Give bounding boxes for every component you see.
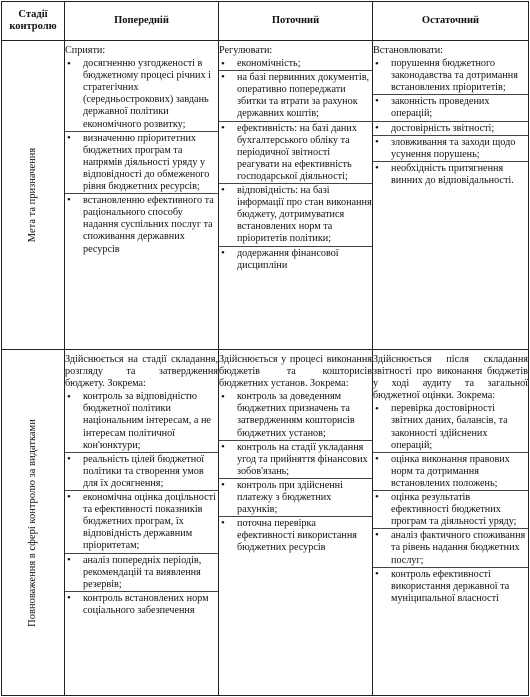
list-item: • законність проведених операцій; [373, 94, 528, 120]
list-item: • оцінка результатів ефективності бюджетних програм та діяльності уряду; [373, 490, 528, 528]
list-item: • контроль ефективності використання державної та муніципальної власності [373, 567, 528, 605]
list-item: • аналіз попередніх періодів, рекомендацій та виявлення резервів; [65, 553, 218, 591]
row-label-purpose-text: Мета та призначення [26, 147, 38, 243]
list-item: • зловживання та заходи щодо усунення порушень; [373, 135, 528, 161]
list-item: • контроль встановлених норм соціального забезпечення [65, 591, 218, 617]
list-item: • аналіз фактичного споживання та рівень надання бюджетних послуг; [373, 528, 528, 566]
list-item: • економічна оцінка доцільності та ефективності показників бюджетних програм, їх відповідність державним пріоритетам; [65, 490, 218, 552]
list-item: • контроль при здійсненні платежу з бюджетних рахунків; [219, 478, 372, 516]
row-powers [2, 350, 529, 696]
list-item: • додержання фінансової дисципліни [219, 246, 372, 272]
cell-intro: Здійснюється після складання звітності про виконання бюджетів у ході аудиту та загальної бюджетної оцінки. Зокрема: [373, 354, 528, 402]
list-item: • реальність цілей бюджетної політики та створення умов для їх досягнення; [65, 452, 218, 490]
cell-intro: Сприяти: [65, 45, 106, 56]
list-item: • встановленню ефективного та раціонального способу надання суспільних послуг та споживання державних ресурсів [65, 193, 218, 255]
list-item: • відповідність: на базі інформації про стан виконання бюджету, дотримуватися встановлених норм та пріоритетів політики; [219, 183, 372, 245]
header-corner: Стадії контролю [2, 2, 65, 41]
row-purpose [2, 41, 529, 350]
list-item: • оцінка виконання правових норм та дотримання встановлених положень; [373, 452, 528, 490]
list-item: • ефективність: на базі даних бухгалтерського обліку та періодичної звітності реагувати на ефективність господарської діяльності; [219, 121, 372, 183]
list-item: • перевірка достовірності звітних даних, балансів, та законності здійснених операцій; [373, 403, 528, 451]
list-item: • порушення бюджетного законодавства та дотримання встановлених пріоритетів; [373, 58, 528, 94]
bullet-list [65, 391, 218, 617]
control-stages-table [1, 1, 529, 696]
list-item: • достовірність звітності; [373, 121, 528, 135]
cell-intro: Здійснюється на стадії складання, розгляду та затвердження бюджету. Зокрема: [65, 354, 218, 390]
cell-intro: Здійснюється у процесі виконання бюджетів та кошторисів бюджетних установ. Зокрема: [219, 354, 372, 390]
header-preliminary: Попередній [65, 2, 219, 41]
cell-powers-current [219, 350, 373, 696]
header-final: Остаточний [373, 2, 529, 41]
row-label-powers-text: Повноваження в сфері контролю за видатками [26, 418, 38, 627]
list-item: • контроль за доведенням бюджетних призначень та затвердженням кошторисів бюджетних установ; [219, 391, 372, 439]
cell-purpose-final [373, 41, 529, 350]
list-item: • на базі первинних документів, оперативно попереджати збитки та втрати за рахунок державних коштів; [219, 70, 372, 120]
cell-powers-preliminary [65, 350, 219, 696]
cell-powers-final [373, 350, 529, 696]
list-item: • контроль на стадії укладання угод та прийняття фінансових зобов'язань; [219, 440, 372, 478]
row-label-purpose [2, 41, 65, 350]
row-label-powers [2, 350, 65, 696]
list-item: • економічність; [219, 58, 372, 70]
bullet-list [65, 58, 218, 256]
list-item: • необхідність притягнення винних до відповідальності. [373, 161, 528, 187]
bullet-list [219, 58, 372, 272]
cell-purpose-preliminary [65, 41, 219, 350]
list-item: • досягненню узгодженості в бюджетному процесі річних і стратегічних (середньострокових) завдань державної політики економічного розвитку; [65, 58, 218, 131]
list-item: • визначенню пріоритетних бюджетних програм та напрямів діяльності уряду у відповідності до обмеженого рівня бюджетних ресурсів; [65, 131, 218, 193]
cell-purpose-current [219, 41, 373, 350]
header-row [2, 2, 529, 41]
bullet-list [373, 58, 528, 187]
cell-intro: Встановлювати: [373, 45, 443, 56]
bullet-list [219, 391, 372, 554]
header-current: Поточний [219, 2, 373, 41]
bullet-list [373, 403, 528, 605]
list-item: • контроль за відповідністю бюджетної політики національним інтересам, а не інтересам політичної кон'юнктури; [65, 391, 218, 451]
cell-intro: Регулювати: [219, 45, 273, 56]
list-item: • поточна перевірка ефективності використання бюджетних ресурсів [219, 516, 372, 554]
